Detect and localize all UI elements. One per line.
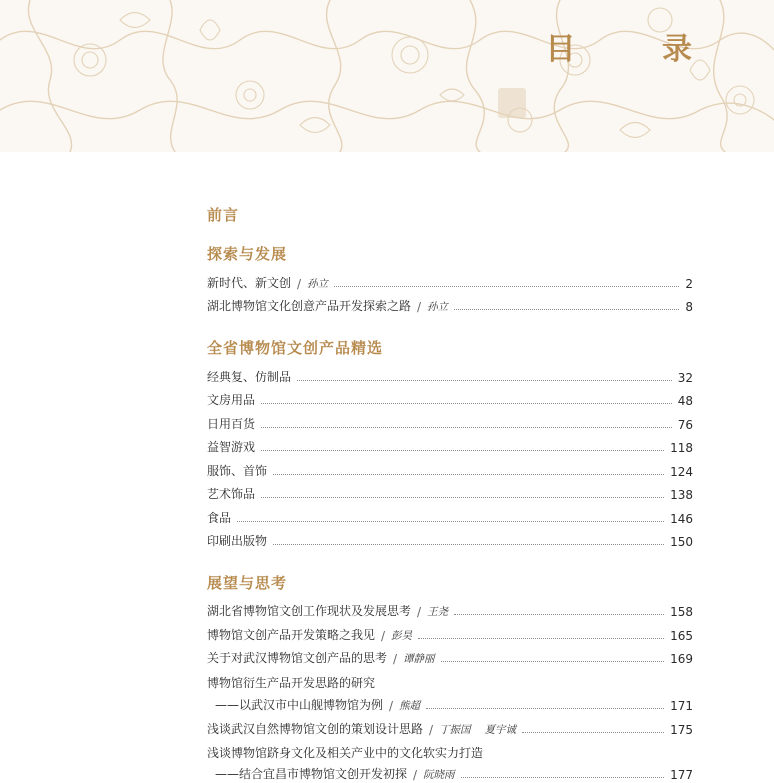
entry-title: 食品 [207,511,232,525]
toc-entry[interactable] [215,695,693,713]
toc-entry[interactable] [207,508,693,526]
entry-title: 印刷出版物 [207,534,268,548]
dot-leader [441,660,665,662]
entry-subtitle: ——结合宜昌市博物馆文创开发初探 [215,767,408,781]
entry-title: 经典复、仿制品 [207,370,292,384]
toc-entry[interactable] [207,414,693,432]
toc-entry[interactable] [215,764,693,782]
dot-leader [461,776,665,778]
entry-page-number: 118 [670,441,693,455]
toc-entry[interactable] [207,273,693,291]
dot-leader [334,285,679,287]
entry-author: 彭昊 [391,630,413,642]
toc-entry[interactable] [207,625,693,643]
author-separator: / [417,605,422,619]
entry-page-number: 8 [685,300,693,314]
entry-title-continued[interactable]: 博物馆衍生产品开发思路的研究 [207,676,376,690]
dot-leader [261,496,664,498]
dot-leader [261,449,664,451]
page-title: 目 录 [545,32,730,67]
author-separator: / [417,300,422,314]
entry-title: 新时代、新文创 [207,276,292,290]
author-separator: / [393,652,398,666]
toc-entry[interactable] [207,367,693,385]
section-heading-selection: 全省博物馆文创产品精选 [207,339,384,357]
floral-ornament-pattern [0,0,774,152]
entry-page-number: 171 [670,699,693,713]
author-separator: / [297,277,302,291]
toc-entry[interactable] [207,601,693,619]
toc-entry[interactable] [207,390,693,408]
dot-leader [426,707,664,709]
entry-page-number: 175 [670,723,693,737]
dot-leader [261,402,672,404]
entry-author: 孙立 [307,278,329,290]
entry-page-number: 150 [670,535,693,549]
entry-page-number: 138 [670,488,693,502]
dot-leader [237,520,664,522]
entry-page-number: 2 [685,277,693,291]
entry-author: 孙立 [427,301,449,313]
toc-entry[interactable] [207,296,693,314]
entry-author: 熊超 [399,700,421,712]
toc-entry[interactable] [207,719,693,737]
entry-page-number: 146 [670,512,693,526]
entry-title: 湖北省博物馆文创工作现状及发展思考 [207,604,412,618]
dot-leader [418,637,664,639]
entry-title: 湖北博物馆文化创意产品开发探索之路 [207,299,412,313]
entry-title: 艺术饰品 [207,487,256,501]
author-separator: / [389,699,394,713]
entry-author: 丁振国 [439,724,471,736]
toc-entry[interactable] [207,437,693,455]
toc-entry[interactable] [207,648,693,666]
decorative-header-band [0,0,774,152]
entry-title: 浅谈武汉自然博物馆文创的策划设计思路 [207,722,424,736]
dot-leader [273,473,664,475]
dot-leader [454,613,664,615]
author-separator: / [429,723,434,737]
entry-title: 日用百货 [207,417,256,431]
dot-leader [454,308,679,310]
entry-title: 博物馆文创产品开发策略之我见 [207,628,376,642]
dot-leader [273,543,664,545]
entry-page-number: 158 [670,605,693,619]
author-separator: / [381,629,386,643]
entry-page-number: 76 [677,418,693,432]
entry-page-number: 32 [677,371,693,385]
entry-page-number: 177 [670,768,693,782]
entry-subtitle: ——以武汉市中山舰博物馆为例 [215,698,384,712]
entry-page-number: 48 [677,394,693,408]
toc-entry[interactable] [207,531,693,549]
toc-entry[interactable] [207,461,693,479]
entry-title-continued[interactable]: 浅谈博物馆跻身文化及相关产业中的文化软实力打造 [207,746,484,760]
dot-leader [297,379,672,381]
author-separator: / [413,768,418,782]
section-heading-outlook: 展望与思考 [207,574,288,592]
toc-entry[interactable] [207,484,693,502]
preface-heading: 前言 [207,206,240,224]
entry-author: 王尧 [427,606,449,618]
entry-title: 服饰、首饰 [207,464,268,478]
dot-leader [522,731,664,733]
entry-author: 夏宇诚 [484,724,517,736]
dot-leader [261,426,672,428]
entry-author: 谭静丽 [403,653,435,665]
entry-page-number: 124 [670,465,693,479]
entry-page-number: 169 [670,652,693,666]
entry-title: 益智游戏 [207,440,256,454]
section-heading-exploration: 探索与发展 [207,245,288,263]
entry-page-number: 165 [670,629,693,643]
entry-author: 阮晓雨 [423,769,455,781]
entry-title: 关于对武汉博物馆文创产品的思考 [207,651,388,665]
entry-title: 文房用品 [207,393,256,407]
